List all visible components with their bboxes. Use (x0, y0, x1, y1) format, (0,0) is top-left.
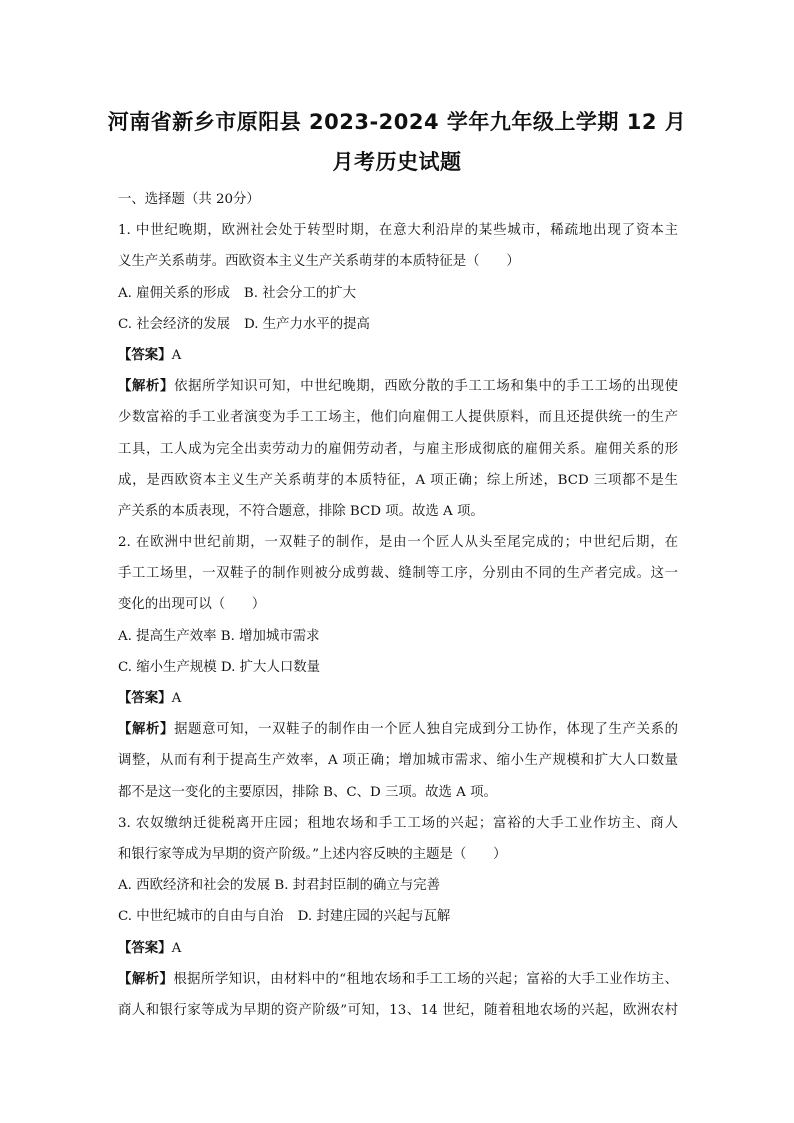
answer-value: A (171, 347, 182, 363)
question-stem-line: 手工工场里，一双鞋子的制作则被分成剪裁、缝制等工序，分别由不同的生产者完成。这一 (118, 566, 678, 582)
option-line (118, 870, 678, 901)
analysis-text: 据题意可知，一双鞋子的制作由一个匠人独自完成到分工协作，体现了生产关系的 (174, 722, 678, 738)
analysis-label: 【解析】 (118, 379, 175, 395)
option-c: C. 社会经济的发展 (118, 316, 231, 332)
analysis-line (118, 714, 678, 745)
exam-title-line-1: 河南省新乡市原阳县 2023-2024 学年九年级上学期 12 月 (107, 110, 687, 134)
analysis-line (118, 371, 678, 402)
question-stem-line: 1. 中世纪晚期，欧洲社会处于转型时期，在意大利沿岸的某些城市，稀疏地出现了资本主 (118, 223, 678, 239)
option-line (118, 652, 678, 683)
option-b: B. 社会分工的扩大 (243, 285, 357, 301)
option-b: B. 封君封臣制的确立与完善 (274, 878, 441, 894)
question-stem-line: 2. 在欧洲中世纪前期，一双鞋子的制作，是由一个匠人从头至尾完成的；中世纪后期，在 (118, 535, 678, 551)
answer-value: A (171, 691, 182, 706)
answer-label: 【答案】 (118, 940, 172, 956)
analysis-line: 调整，从而有利于提高生产效率，A 项正确；增加城市需求、缩小生产规模和扩大人口数量 (118, 753, 678, 769)
question-2 (118, 527, 678, 808)
answer-line (118, 340, 678, 371)
answer-value: A (171, 940, 182, 956)
analysis-line: 工具，工人成为完全出卖劳动力的雇佣劳动者，与雇主形成彻底的雇佣关系。雇佣关系的形 (118, 441, 678, 457)
option-a: A. 西欧经济和社会的发展 (118, 878, 271, 894)
option-line (118, 278, 678, 309)
analysis-line: 产关系的本质表现，不符合题意，排除 BCD 项。故选 A 项。 (118, 503, 484, 519)
answer-label: 【答案】 (118, 347, 172, 363)
option-line (118, 901, 678, 932)
answer-line (118, 683, 678, 714)
analysis-line: 商人和银行家等成为早期的资产阶级”可知，13、14 世纪，随着租地农场的兴起，欧洲农村 (118, 1002, 678, 1018)
section-heading: 一、选择题（共 20分） (118, 192, 260, 207)
answer-label: 【答案】 (118, 691, 172, 706)
option-d: D. 生产力水平的提高 (244, 316, 370, 332)
analysis-line: 少数富裕的手工业者演变为手工工场主，他们向雇佣工人提供原料，而且还提供统一的生产 (118, 410, 678, 426)
question-3 (118, 808, 678, 1026)
analysis-label: 【解析】 (118, 722, 175, 738)
question-stem-line: 和银行家等成为早期的资产阶级。”上述内容反映的主题是（ ） (118, 846, 507, 862)
question-stem-line: 变化的出现可以（ ） (118, 597, 266, 613)
analysis-text: 根据所学知识，由材料中的“租地农场和手工工场的兴起；富裕的大手工业作坊主、 (173, 971, 679, 987)
option-d: D. 封建庄园的兴起与瓦解 (297, 909, 451, 925)
question-stem-line: 3. 农奴缴纳迁徙税离开庄园；租地农场和手工工场的兴起；富裕的大手工业作坊主、商人 (118, 815, 678, 831)
analysis-text: 依据所学知识可知，中世纪晚期，西欧分散的手工工场和集中的手工工场的出现使 (174, 379, 678, 395)
option-c: C. 缩小生产规模 (118, 659, 217, 675)
analysis-line: 成，是西欧资本主义生产关系萌芽的本质特征，A 项正确；综上所述，BCD 三项都不是生 (118, 472, 678, 488)
analysis-line: 都不是这一变化的主要原因，排除 B、C、D 三项。故选 A 项。 (118, 784, 497, 800)
option-line (118, 621, 678, 652)
exam-title-line-2: 月考历史试题 (332, 150, 462, 174)
answer-line (118, 933, 678, 964)
analysis-line (118, 964, 678, 995)
exam-content (118, 184, 678, 1026)
option-a: A. 雇佣关系的形成 (118, 285, 230, 301)
option-c: C. 中世纪城市的自由与自治 (118, 909, 284, 925)
question-1 (118, 215, 678, 527)
option-a: A. 提高生产效率 (118, 628, 217, 644)
question-stem-line: 义生产关系萌芽。西欧资本主义生产关系萌芽的本质特征是（ ） (118, 254, 520, 270)
option-line (118, 309, 678, 340)
analysis-label: 【解析】 (118, 971, 174, 987)
option-d: D. 扩大人口数量 (220, 659, 321, 675)
option-b: B. 增加城市需求 (220, 628, 320, 644)
